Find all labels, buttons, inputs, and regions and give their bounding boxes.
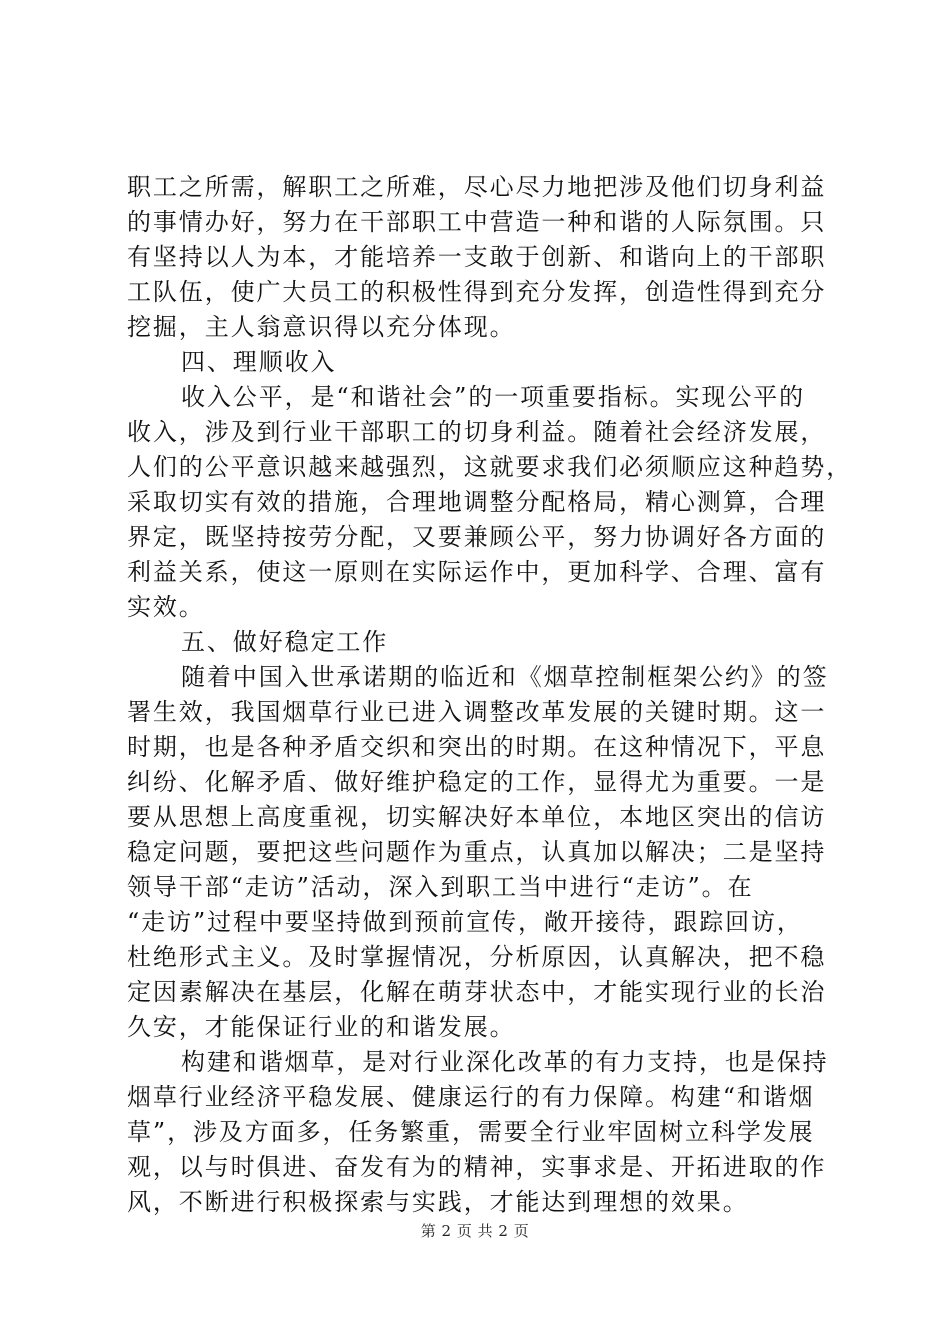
text-line: 草”，涉及方面多，任务繁重，需要全行业牢固树立科学发展 (127, 1118, 815, 1146)
text-line: 实效。 (127, 593, 205, 621)
document-body (127, 170, 853, 1220)
text-line: 利益关系，使这一原则在实际运作中，更加科学、合理、富有 (127, 558, 827, 586)
text-line: 四、理顺收入 (181, 348, 337, 376)
text-line: 定因素解决在基层，化解在萌芽状态中，才能实现行业的长治 (127, 978, 827, 1006)
text-line: 界定，既坚持按劳分配，又要兼顾公平，努力协调好各方面的 (127, 523, 827, 551)
text-line: 收入，涉及到行业干部职工的切身利益。随着社会经济发展， (127, 418, 827, 446)
text-line: 收入公平，是“和谐社会”的一项重要指标。实现公平的 (181, 383, 806, 411)
text-line: 五、做好稳定工作 (181, 628, 389, 656)
text-line: 领导干部“走访”活动，深入到职工当中进行“走访”。在 (127, 873, 754, 901)
text-line: 采取切实有效的措施，合理地调整分配格局，精心测算，合理 (127, 488, 827, 516)
text-line: 稳定问题，要把这些问题作为重点，认真加以解决；二是坚持 (127, 838, 827, 866)
text-line: 的事情办好，努力在干部职工中营造一种和谐的人际氛围。只 (127, 208, 827, 236)
text-line: 时期，也是各种矛盾交织和突出的时期。在这种情况下，平息 (127, 733, 827, 761)
text-line: 烟草行业经济平稳发展、健康运行的有力保障。构建“和谐烟 (127, 1083, 815, 1111)
text-line: 职工之所需，解职工之所难，尽心尽力地把涉及他们切身利益 (127, 173, 827, 201)
text-line: 挖掘，主人翁意识得以充分体现。 (127, 313, 516, 341)
text-line: 纠纷、化解矛盾、做好维护稳定的工作，显得尤为重要。一是 (127, 768, 827, 796)
text-line: 杜绝形式主义。及时掌握情况，分析原因，认真解决，把不稳 (127, 943, 827, 971)
text-line: 署生效，我国烟草行业已进入调整改革发展的关键时期。这一 (127, 698, 827, 726)
text-line: 观，以与时俱进、奋发有为的精神，实事求是、开拓进取的作 (127, 1153, 827, 1181)
text-line: 有坚持以人为本，才能培养一支敢于创新、和谐向上的干部职 (127, 243, 827, 271)
text-line: 随着中国入世承诺期的临近和《烟草控制框架公约》的签 (181, 663, 829, 691)
page-footer: 第 2 页 共 2 页 (420, 1222, 530, 1240)
text-line: 人们的公平意识越来越强烈，这就要求我们必须顺应这种趋势， (127, 453, 853, 481)
text-line: 工队伍，使广大员工的积极性得到充分发挥，创造性得到充分 (127, 278, 827, 306)
text-line: 久安，才能保证行业的和谐发展。 (127, 1013, 516, 1041)
text-line: 风，不断进行积极探索与实践，才能达到理想的效果。 (127, 1188, 749, 1216)
text-line: 要从思想上高度重视，切实解决好本单位，本地区突出的信访 (127, 803, 827, 831)
text-line: “走访”过程中要坚持做到预前宣传，敞开接待，跟踪回访， (127, 908, 803, 936)
text-line: 构建和谐烟草，是对行业深化改革的有力支持，也是保持 (181, 1048, 829, 1076)
